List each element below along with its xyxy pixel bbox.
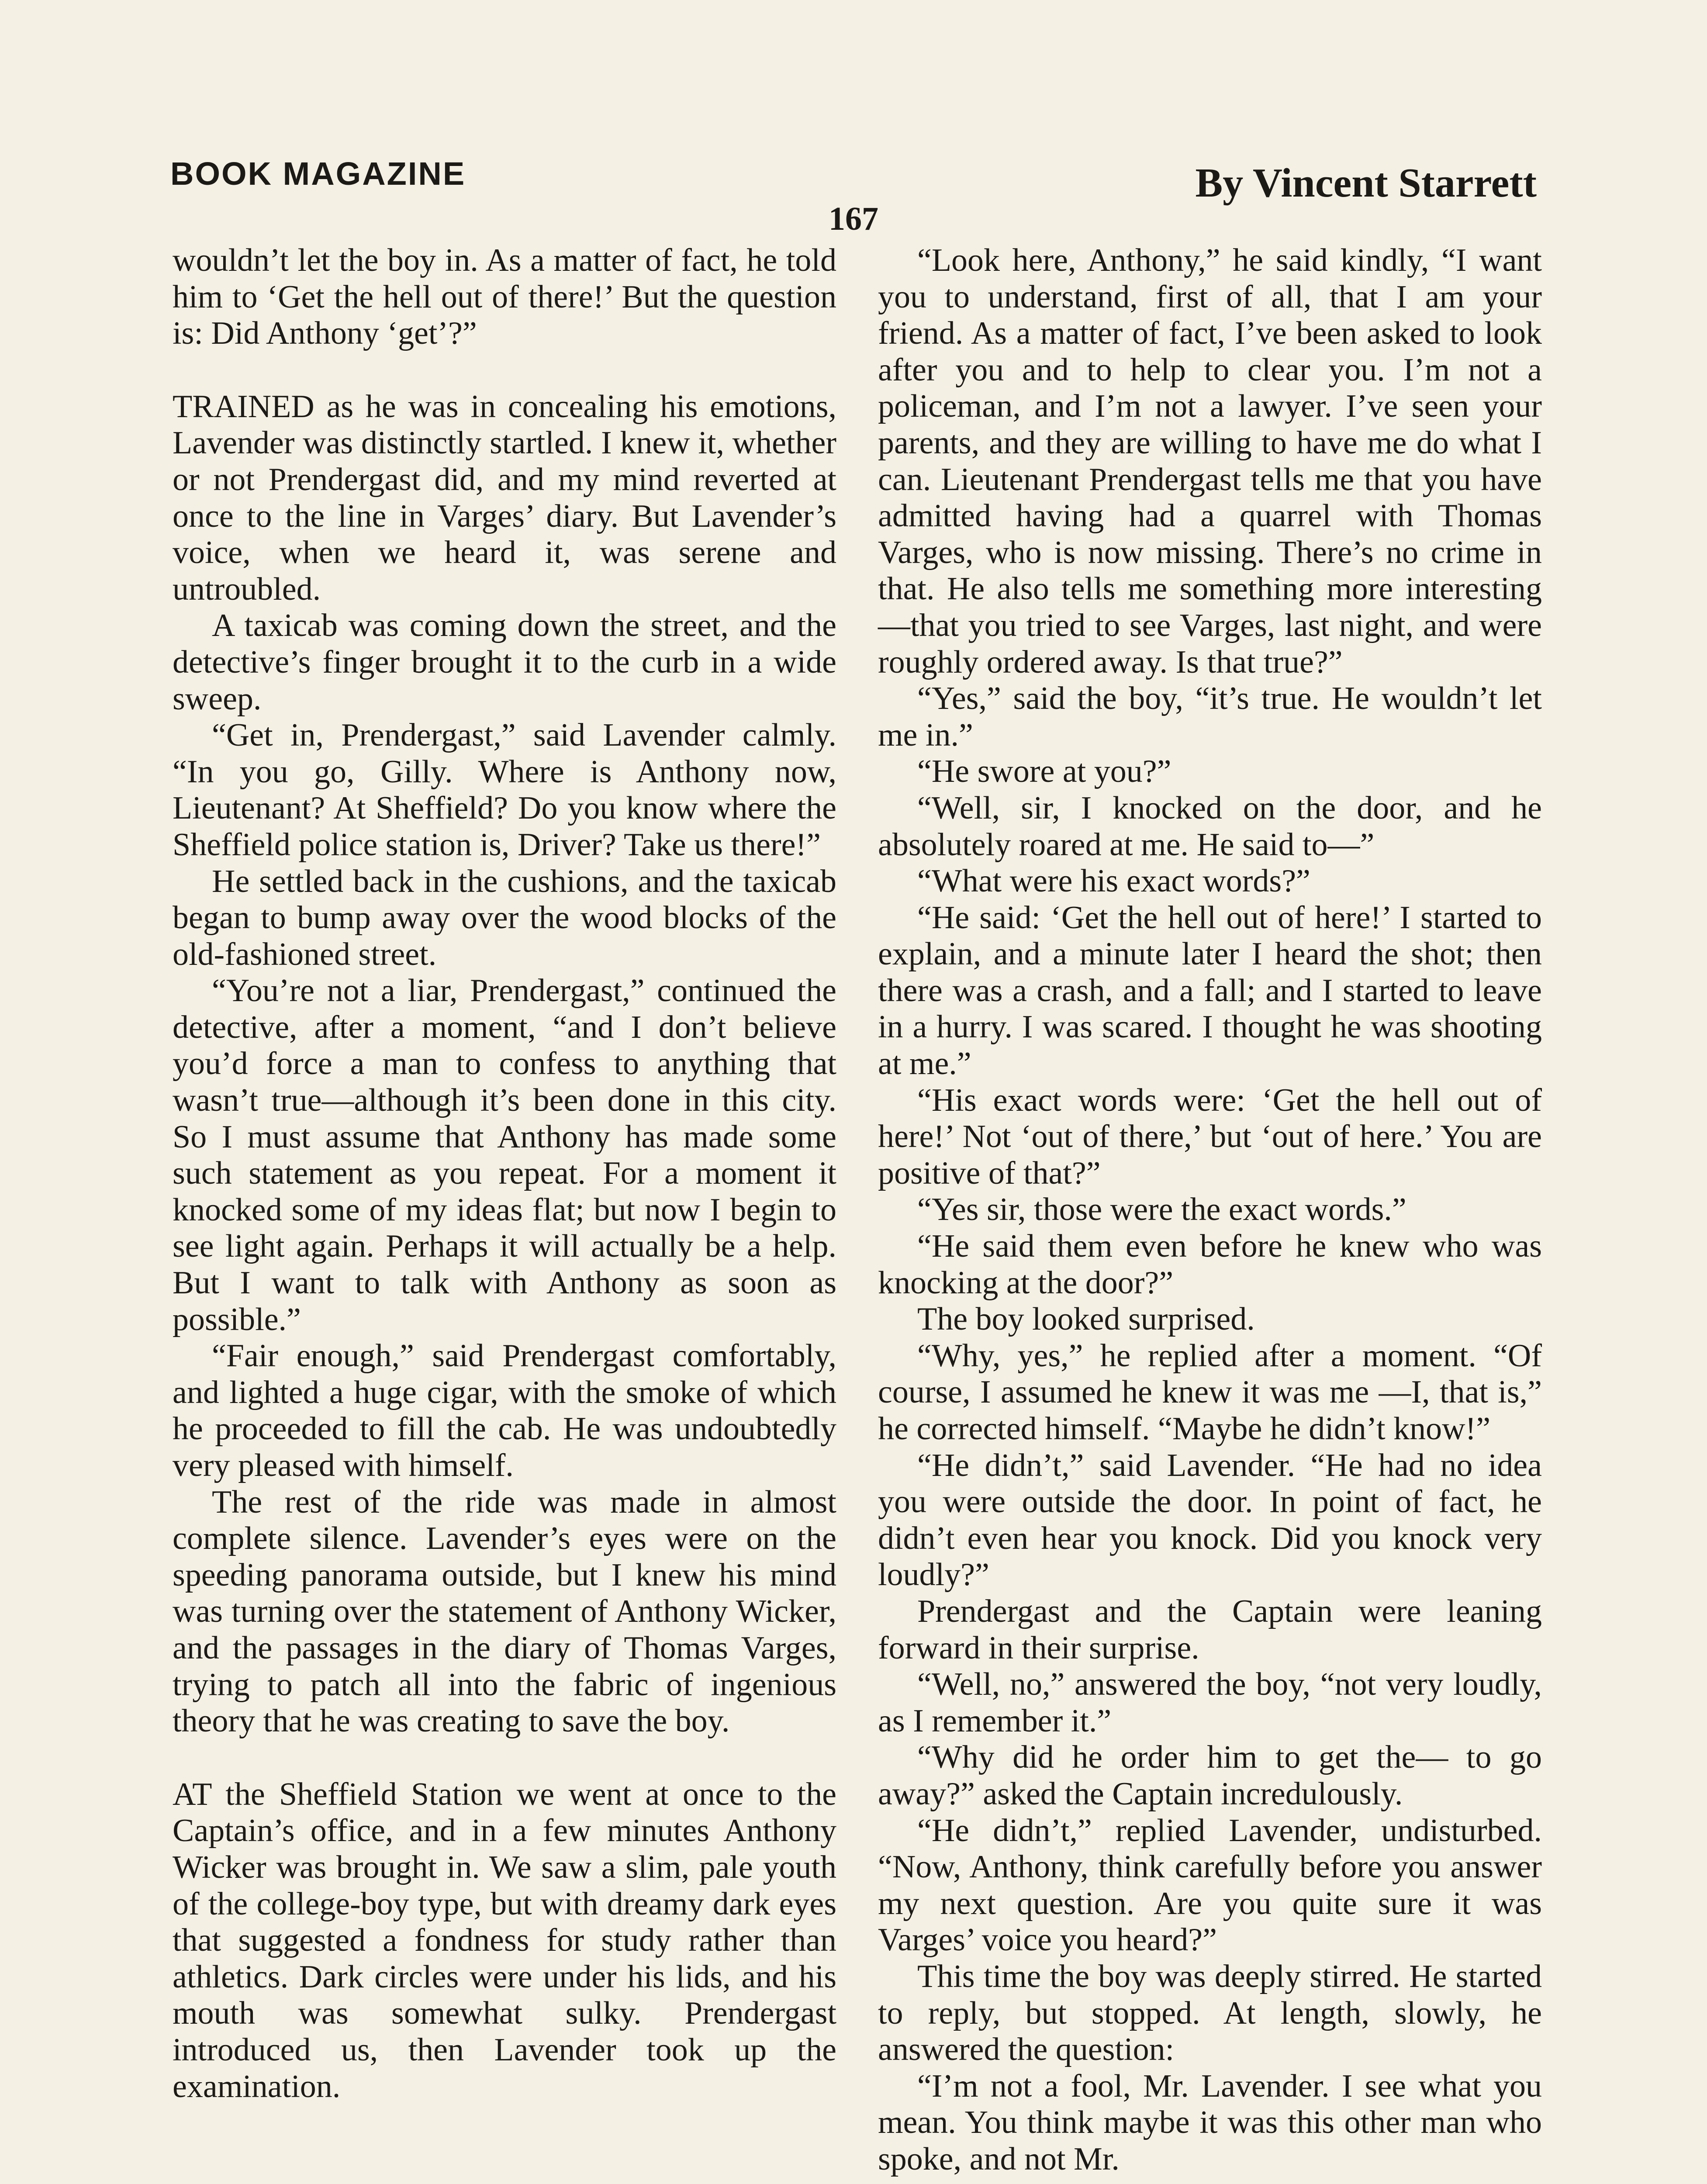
paragraph: “Well, sir, I knocked on the door, and he absolutely roared at me. He said to—” [878,790,1542,863]
paragraph: He settled back in the cushions, and the taxicab began to bump away over the wood blocks of the old-fashioned street. [173,863,836,972]
paragraph: “Yes sir, those were the exact words.” [917,1192,1406,1228]
paragraph: “Yes,” said the boy, “it’s true. He wouldn’t let me in.” [878,681,1542,753]
paragraph: “Fair enough,” said Prendergast comfortably, and lighted a huge cigar, with the smoke of which he proceeded to fill the cab. He was undoubtedly very pleased with himself. [173,1338,836,1483]
paragraph: “He didn’t,” said Lavender. “He had no idea you were outside the door. In point of fact, he didn’t even hear you knock. Did you knock very loudly?” [878,1447,1542,1593]
paragraph: wouldn’t let the boy in. As a matter of fact, he told him to ‘Get the hell out of there!’ But the question is: Did Anthony ‘get’?” [173,242,836,352]
paragraph: “Why did he order him to get the— to go away?” asked the Captain incredulously. [878,1739,1542,1812]
paragraph: “Well, no,” answered the boy, “not very loudly, as I remember it.” [878,1666,1542,1739]
paragraph: “You’re not a liar, Prendergast,” continued the detective, after a moment, “and I don’t believe you’d force a man to confess to anything that wasn’t true—although it’s been done in this city. So I must assume that Anthony has made some such statement as you repeat. For a moment it knocked some of my ideas flat; but now I begin to see light again. Perhaps it will actually be a help. But I want to talk with Anthony as soon as possible.” [173,973,836,1337]
paragraph: “Look here, Anthony,” he said kindly, “I want you to understand, first of all, that I am your friend. As a matter of fact, I’ve been asked to look after you and to help to clear you. I’m not a policeman, and I’m not a lawyer. I’ve seen your parents, and they are willing to have me do what I can. Lieutenant Prendergast tells me that you have admitted having had a quarrel with Thomas Varges, who is now missing. There’s no crime in that. He also tells me something more interesting—that you tried to see Varges, last night, and were roughly ordered away. Is that true?” [878,242,1542,680]
paragraph: TRAINED as he was in concealing his emotions, Lavender was distinctly startled. I knew it, whether or not Prendergast did, and my mind reverted at once to the line in Varges’ diary. But Lavender’s voice, when we heard it, was serene and untroubled. [173,388,836,607]
paragraph: Prendergast and the Captain were leaning forward in their surprise. [878,1593,1542,1666]
paragraph: “He swore at you?” [917,753,1171,790]
paragraph: The boy looked surprised. [917,1301,1255,1337]
paragraph: “He didn’t,” replied Lavender, undisturbed. “Now, Anthony, think carefully before you answer my next question. Are you quite sure it was Varges’ voice you heard?” [878,1812,1542,1958]
paragraph: AT the Sheffield Station we went at once to the Captain’s office, and in a few minutes Anthony Wicker was brought in. We saw a slim, pale youth of the college-boy type, but with dreamy dark eyes that suggested a fondness for study rather than athletics. Dark circles were under his lids, and his mouth was somewhat sulky. Prendergast introduced us, then Lavender took up the examination. [173,1776,836,2105]
paragraph: A taxicab was coming down the street, and the detective’s finger brought it to the curb in a wide sweep. [173,608,836,717]
paragraph: “Why, yes,” he replied after a moment. “Of course, I assumed he knew it was me —I, that is,” he corrected himself. “Maybe he didn’t know!” [878,1337,1542,1447]
running-head-right: By Vincent Starrett [1195,160,1537,206]
right-column [878,242,1542,2177]
paragraph: This time the boy was deeply stirred. He started to reply, but stopped. At length, slowly, he answered the question: [878,1958,1542,2068]
paragraph: “Get in, Prendergast,” said Lavender calmly. “In you go, Gilly. Where is Anthony now, Lieutenant? At Sheffield? Do you know where the Sheffield police station is, Driver? Take us there!” [173,717,836,863]
paragraph: “I’m not a fool, Mr. Lavender. I see what you mean. You think maybe it was this other man who spoke, and not Mr. [878,2068,1542,2177]
paragraph: “What were his exact words?” [917,863,1310,899]
paragraph: “He said: ‘Get the hell out of here!’ I started to explain, and a minute later I heard the shot; then there was a crash, and a fall; and I started to leave in a hurry. I was scared. I thought he was shooting at me.” [878,899,1542,1082]
paragraph: The rest of the ride was made in almost complete silence. Lavender’s eyes were on the speeding panorama outside, but I knew his mind was turning over the statement of Anthony Wicker, and the passages in the diary of Thomas Varges, trying to patch all into the fabric of ingenious theory that he was creating to save the boy. [173,1484,836,1739]
running-head-left: BOOK MAGAZINE [170,156,466,192]
page-number: 167 [829,200,878,237]
paragraph: “He said them even before he knew who was knocking at the door?” [878,1228,1542,1301]
left-column [173,242,836,2105]
paragraph: “His exact words were: ‘Get the hell out of here!’ Not ‘out of there,’ but ‘out of here.’ You are positive of that?” [878,1082,1542,1191]
